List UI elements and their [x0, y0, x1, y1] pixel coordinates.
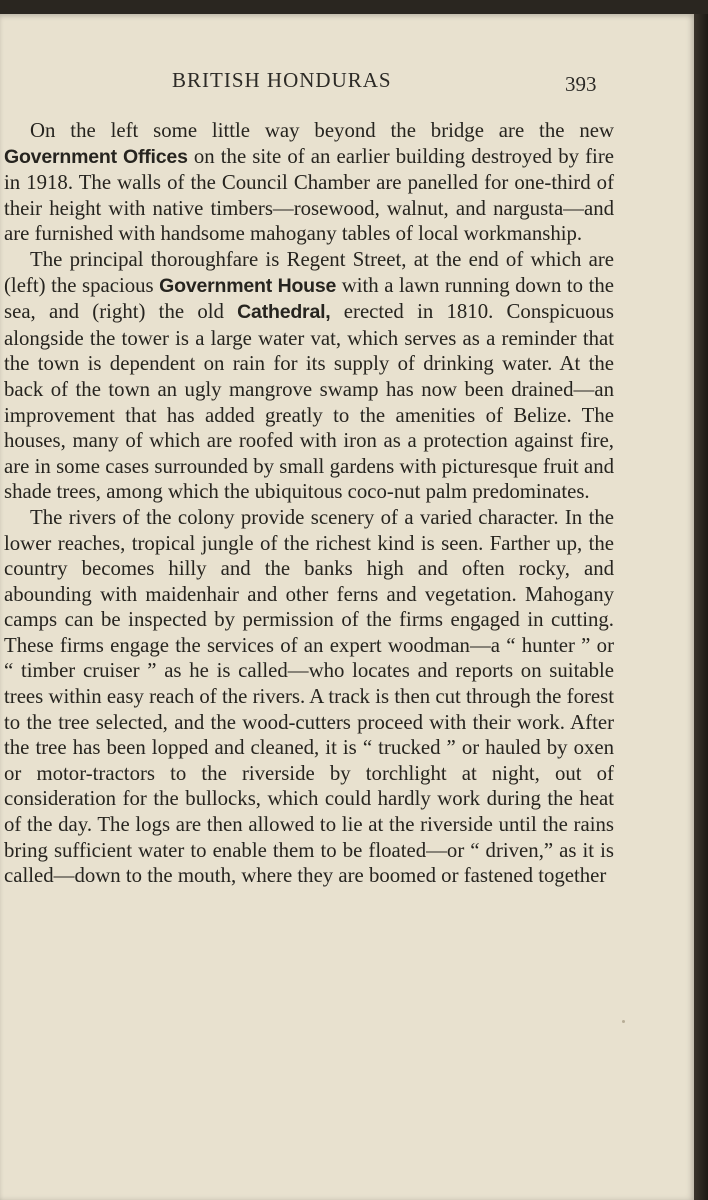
text-run: The rivers of the colony provide scenery of a varied character. In the lower reaches, tropical jungle of the richest kind is seen. Farther up, the country becomes hilly and the banks high and often rocky, and abounding with maidenhair and other ferns and vegetation. Mahogany camps can be inspected by permission of the firms engaged in cutting. These firms engage the services of an expert woodman—a “ hunter ” or “ timber cruiser ” as he is called—who locates and reports on suitable trees within easy reach of the rivers. A track is then cut through the forest to the tree selected, and the wood-cutters proceed with their work. After the tree has been lopped and cleaned, it is “ trucked ” or hauled by oxen or motor-tractors to the riverside by torchlight at night, out of consideration for the bullocks, which could hardly work during the heat of the day. The logs are then allowed to lie at the riverside until the rains bring sufficient water to enable them to be floated—or “ driven,” as it is called—down to the mouth, where they are boomed or fastened together — [4, 505, 614, 888]
text-run: erected in 1810. Conspicuous alongside the tower is a large water vat, which serves as a reminder that the town is dependent on rain for its supply of drinking water. At the back of the town an ugly mangrove swamp has now been drained—an improvement that has added greatly to the amenities of Belize. The houses, many of which are roofed with iron as a protection against fire, are in some cases surrounded by small gardens with picturesque fruit and shade trees, among which the ubiquitous coco-nut palm predominates. — [4, 300, 615, 504]
scan-edge-shadow — [694, 14, 708, 1200]
bold-heading-cathedral: Cathedral, — [237, 301, 331, 324]
page-header — [0, 68, 694, 98]
text-run: On the left some little way beyond the bridge are the new — [30, 119, 614, 142]
body-text — [4, 118, 614, 889]
text-run: on the site of an earlier building destroyed by fire in 1918. The walls of the Council Chamber are panelled for one-third of their height with native timbers—rosewood, walnut, and nargusta—and are furnished with handsome mahogany tables of local workmanship. — [4, 144, 614, 246]
book-page — [0, 14, 694, 1200]
bold-heading-government-house: Government House — [159, 274, 337, 297]
paragraph-2 — [4, 247, 614, 505]
running-head: BRITISH HONDURAS — [172, 68, 392, 92]
text-run: with a lawn running down to the sea, and (right) the old — [4, 273, 614, 324]
paragraph-3 — [4, 505, 614, 889]
text-run: The principal thoroughfare is Regent Street, at the end of which are (left) the spacious — [4, 247, 614, 297]
bold-heading-government-offices: Government Offices — [4, 145, 188, 168]
paper-speck — [622, 1020, 625, 1023]
paragraph-1 — [4, 118, 614, 247]
page-number: 393 — [565, 72, 597, 96]
